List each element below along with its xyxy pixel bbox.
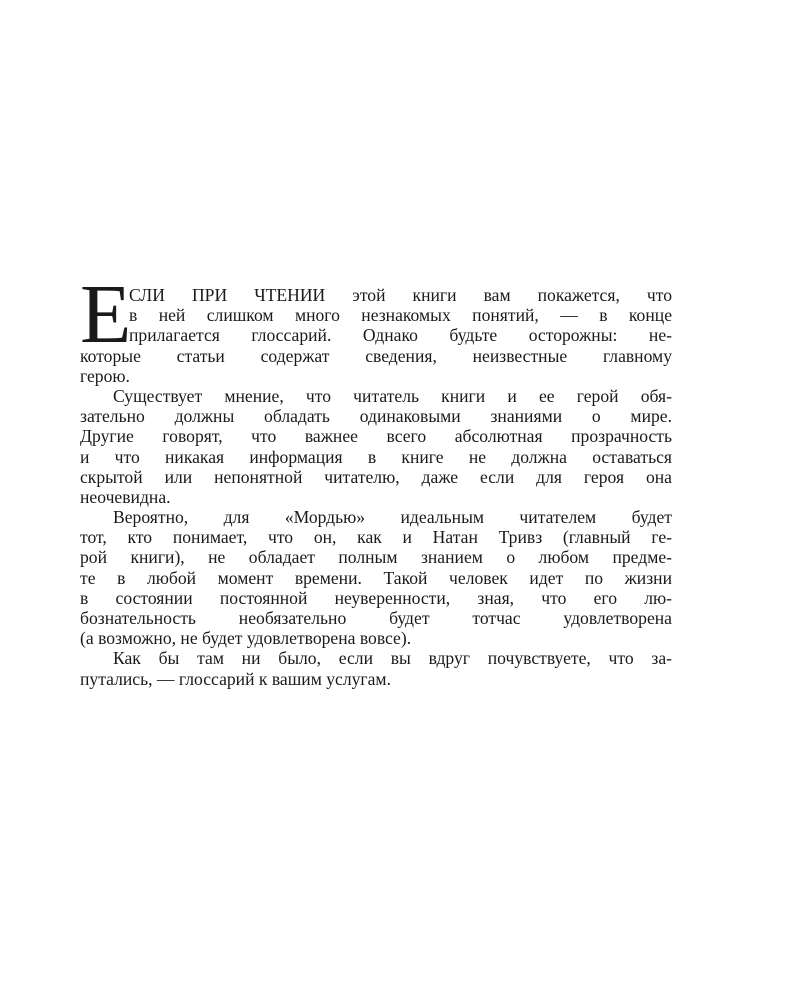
text-line: Вероятно, для «Мордью» идеальным читателем будет [113,507,672,528]
drop-cap: Е [80,268,132,361]
text-line [80,305,672,325]
paragraph-2 [80,386,672,507]
text-line: (а возможно, не будет удовлетворена вовсе). [80,628,412,649]
text-line: бознательность необязательно будет тотчас удовлетворена [80,608,672,628]
text-line [80,325,672,345]
text-line: и что никакая информация в книге не должна оставаться [80,446,672,467]
text-line: Существует мнение, что читатель книги и ее герой обя- [113,385,672,406]
paragraph-3 [80,507,672,648]
text-line: зательно должны обладать одинаковыми знаниями о мире. [80,406,672,427]
text-line: герою. [80,365,130,386]
text-line: в состоянии постоянной неуверенности, зная, что его лю- [80,587,672,608]
text-line-rest: этой книги вам покажется, что [325,285,672,305]
text-line-content: в ней слишком много незнакомых понятий, — в конце [129,305,672,326]
text-line: тот, кто понимает, что он, как и Натан Тривз (главный ге- [80,527,672,548]
text-line: рой книги), не обладает полным знанием о любом предме- [80,547,672,568]
text-line: Как бы там ни было, если вы вдруг почувствуете, что за- [113,648,672,669]
paragraph-1 [80,268,672,386]
text-line: путались, — глоссарий к вашим услугам. [80,668,391,689]
text-line: неочевидна. [80,486,171,507]
glossary-intro-text [80,268,672,689]
text-line: которые статьи содержат сведения, неизвестные главному [80,345,672,366]
text-line-content: прилагается глоссарий. Однако будьте осторожны: не- [129,325,672,346]
text-line: скрытой или непонятной читателю, даже если для героя она [80,466,672,487]
lead-smallcaps: СЛИ ПРИ ЧТЕНИИ [129,285,326,305]
text-line: Другие говорят, что важнее всего абсолютная прозрачность [80,426,672,447]
text-line: те в любой момент времени. Такой человек идет по жизни [80,567,672,588]
paragraph-4 [80,648,672,688]
